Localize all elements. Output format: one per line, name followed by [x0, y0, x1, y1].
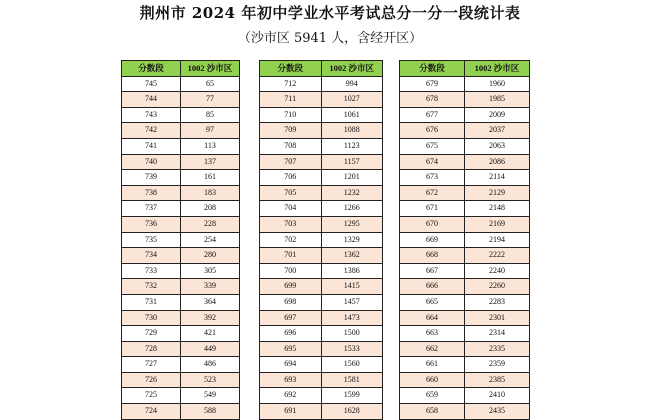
score-cell: 745: [122, 76, 181, 92]
table-row: [260, 294, 383, 310]
score-cell: 736: [122, 216, 181, 232]
score-cell: 696: [260, 326, 322, 342]
score-cell: 678: [400, 92, 465, 108]
count-cell: 1329: [321, 232, 383, 248]
count-cell: 2037: [465, 123, 530, 139]
count-cell: 2435: [465, 404, 530, 420]
count-cell: 449: [181, 341, 240, 357]
score-cell: 706: [260, 170, 322, 186]
count-cell: 2240: [465, 263, 530, 279]
table-row: [122, 341, 240, 357]
score-cell: 741: [122, 138, 181, 154]
score-cell: 665: [400, 294, 465, 310]
score-cell: 708: [260, 138, 322, 154]
score-cell: 737: [122, 201, 181, 217]
table-row: [122, 185, 240, 201]
score-cell: 710: [260, 107, 322, 123]
table-row: [122, 232, 240, 248]
score-cell: 679: [400, 76, 465, 92]
score-cell: 735: [122, 232, 181, 248]
score-cell: 675: [400, 138, 465, 154]
table-row: [400, 372, 530, 388]
count-cell: 2283: [465, 294, 530, 310]
table-row: [122, 294, 240, 310]
table-row: [400, 76, 530, 92]
count-cell: 2410: [465, 388, 530, 404]
count-cell: 392: [181, 310, 240, 326]
count-cell: 364: [181, 294, 240, 310]
score-cell: 667: [400, 263, 465, 279]
table-row: [122, 357, 240, 373]
count-cell: 1599: [321, 388, 383, 404]
count-cell: 137: [181, 154, 240, 170]
score-cell: 724: [122, 404, 181, 420]
score-cell: 743: [122, 107, 181, 123]
table-row: [400, 123, 530, 139]
score-cell: 734: [122, 248, 181, 264]
score-cell: 662: [400, 341, 465, 357]
table-row: [400, 341, 530, 357]
score-cell: 674: [400, 154, 465, 170]
score-cell: 711: [260, 92, 322, 108]
score-cell: 702: [260, 232, 322, 248]
count-cell: 588: [181, 404, 240, 420]
score-cell: 712: [260, 76, 322, 92]
count-cell: 1362: [321, 248, 383, 264]
count-cell: 549: [181, 388, 240, 404]
count-cell: 1201: [321, 170, 383, 186]
table-row: [260, 341, 383, 357]
score-cell: 663: [400, 326, 465, 342]
header-count: 1002 沙市区: [465, 61, 530, 77]
count-cell: 1533: [321, 341, 383, 357]
table-row: [122, 154, 240, 170]
count-cell: 97: [181, 123, 240, 139]
count-cell: 486: [181, 357, 240, 373]
count-cell: 77: [181, 92, 240, 108]
score-table-1: [121, 60, 240, 420]
table-row: [400, 216, 530, 232]
score-cell: 695: [260, 341, 322, 357]
score-cell: 705: [260, 185, 322, 201]
table-row: [260, 263, 383, 279]
table-row: [260, 185, 383, 201]
score-cell: 697: [260, 310, 322, 326]
count-cell: 85: [181, 107, 240, 123]
count-cell: 1473: [321, 310, 383, 326]
count-cell: 1628: [321, 404, 383, 420]
score-cell: 704: [260, 201, 322, 217]
score-cell: 744: [122, 92, 181, 108]
table-row: [400, 154, 530, 170]
score-cell: 729: [122, 326, 181, 342]
score-cell: 703: [260, 216, 322, 232]
count-cell: 2114: [465, 170, 530, 186]
score-cell: 673: [400, 170, 465, 186]
table-row: [400, 185, 530, 201]
count-cell: 1581: [321, 372, 383, 388]
table-row: [260, 92, 383, 108]
count-cell: 1266: [321, 201, 383, 217]
count-cell: 2129: [465, 185, 530, 201]
table-row: [260, 248, 383, 264]
table-row: [122, 92, 240, 108]
table-row: [260, 357, 383, 373]
count-cell: 183: [181, 185, 240, 201]
table-row: [122, 138, 240, 154]
count-cell: 2148: [465, 201, 530, 217]
table-row: [260, 310, 383, 326]
count-cell: 2301: [465, 310, 530, 326]
table-row: [122, 123, 240, 139]
score-cell: 733: [122, 263, 181, 279]
page-subtitle: （沙市区 5941 人，含经开区）: [237, 31, 423, 46]
count-cell: 1500: [321, 326, 383, 342]
score-cell: 672: [400, 185, 465, 201]
table-row: [122, 310, 240, 326]
table-row: [260, 326, 383, 342]
count-cell: 1960: [465, 76, 530, 92]
count-cell: 1088: [321, 123, 383, 139]
count-cell: 339: [181, 279, 240, 295]
count-cell: 994: [321, 76, 383, 92]
table-row: [260, 107, 383, 123]
score-cell: 698: [260, 294, 322, 310]
count-cell: 2335: [465, 341, 530, 357]
count-cell: 1061: [321, 107, 383, 123]
table-row: [260, 123, 383, 139]
score-cell: 660: [400, 372, 465, 388]
score-cell: 727: [122, 357, 181, 373]
score-cell: 709: [260, 123, 322, 139]
table-row: [122, 404, 240, 420]
score-cell: 725: [122, 388, 181, 404]
table-row: [260, 170, 383, 186]
table-row: [400, 232, 530, 248]
table-row: [400, 279, 530, 295]
score-cell: 692: [260, 388, 322, 404]
count-cell: 305: [181, 263, 240, 279]
count-cell: 1457: [321, 294, 383, 310]
table-row: [400, 404, 530, 420]
score-cell: 676: [400, 123, 465, 139]
count-cell: 2063: [465, 138, 530, 154]
table-row: [400, 388, 530, 404]
score-cell: 699: [260, 279, 322, 295]
count-cell: 1985: [465, 92, 530, 108]
table-row: [122, 216, 240, 232]
score-cell: 661: [400, 357, 465, 373]
count-cell: 1157: [321, 154, 383, 170]
header-score: 分数段: [260, 61, 322, 77]
score-cell: 730: [122, 310, 181, 326]
count-cell: 2359: [465, 357, 530, 373]
count-cell: 2009: [465, 107, 530, 123]
score-table-3: [399, 60, 530, 420]
count-cell: 228: [181, 216, 240, 232]
count-cell: 2194: [465, 232, 530, 248]
count-cell: 65: [181, 76, 240, 92]
header-score: 分数段: [122, 61, 181, 77]
score-cell: 668: [400, 248, 465, 264]
count-cell: 161: [181, 170, 240, 186]
table-row: [400, 92, 530, 108]
count-cell: 254: [181, 232, 240, 248]
score-cell: 664: [400, 310, 465, 326]
score-cell: 700: [260, 263, 322, 279]
count-cell: 2169: [465, 216, 530, 232]
table-row: [122, 263, 240, 279]
table-row: [400, 294, 530, 310]
score-cell: 728: [122, 341, 181, 357]
table-row: [400, 248, 530, 264]
count-cell: 1232: [321, 185, 383, 201]
table-row: [400, 170, 530, 186]
table-row: [260, 76, 383, 92]
score-cell: 669: [400, 232, 465, 248]
table-row: [260, 201, 383, 217]
score-table-2: [259, 60, 383, 420]
table-row: [260, 404, 383, 420]
table-row: [122, 170, 240, 186]
count-cell: 1295: [321, 216, 383, 232]
score-cell: 677: [400, 107, 465, 123]
table-row: [260, 216, 383, 232]
page-title: 荆州市 2024 年初中学业水平考试总分一分一段统计表: [139, 4, 521, 22]
count-cell: 1123: [321, 138, 383, 154]
table-row: [400, 326, 530, 342]
table-row: [400, 201, 530, 217]
table-row: [122, 279, 240, 295]
header-score: 分数段: [400, 61, 465, 77]
count-cell: 1027: [321, 92, 383, 108]
count-cell: 280: [181, 248, 240, 264]
count-cell: 1560: [321, 357, 383, 373]
table-row: [400, 357, 530, 373]
count-cell: 208: [181, 201, 240, 217]
score-cell: 707: [260, 154, 322, 170]
table-row: [260, 279, 383, 295]
count-cell: 2222: [465, 248, 530, 264]
header-count: 1002 沙市区: [181, 61, 240, 77]
score-cell: 731: [122, 294, 181, 310]
table-row: [400, 107, 530, 123]
count-cell: 2086: [465, 154, 530, 170]
table-row: [260, 372, 383, 388]
score-cell: 739: [122, 170, 181, 186]
header-count: 1002 沙市区: [321, 61, 383, 77]
score-cell: 742: [122, 123, 181, 139]
score-cell: 671: [400, 201, 465, 217]
table-row: [122, 388, 240, 404]
score-cell: 693: [260, 372, 322, 388]
score-cell: 726: [122, 372, 181, 388]
table-row: [122, 76, 240, 92]
score-cell: 659: [400, 388, 465, 404]
table-row: [122, 372, 240, 388]
table-row: [260, 138, 383, 154]
table-row: [122, 248, 240, 264]
score-cell: 740: [122, 154, 181, 170]
table-row: [122, 326, 240, 342]
count-cell: 1386: [321, 263, 383, 279]
count-cell: 2385: [465, 372, 530, 388]
count-cell: 1415: [321, 279, 383, 295]
table-row: [400, 138, 530, 154]
table-row: [260, 232, 383, 248]
score-cell: 732: [122, 279, 181, 295]
score-cell: 738: [122, 185, 181, 201]
score-cell: 694: [260, 357, 322, 373]
table-row: [400, 263, 530, 279]
score-cell: 701: [260, 248, 322, 264]
score-cell: 658: [400, 404, 465, 420]
count-cell: 2260: [465, 279, 530, 295]
table-row: [122, 201, 240, 217]
table-row: [260, 388, 383, 404]
count-cell: 113: [181, 138, 240, 154]
score-cell: 670: [400, 216, 465, 232]
score-cell: 666: [400, 279, 465, 295]
table-row: [260, 154, 383, 170]
count-cell: 523: [181, 372, 240, 388]
count-cell: 421: [181, 326, 240, 342]
table-row: [122, 107, 240, 123]
score-cell: 691: [260, 404, 322, 420]
table-row: [400, 310, 530, 326]
count-cell: 2314: [465, 326, 530, 342]
